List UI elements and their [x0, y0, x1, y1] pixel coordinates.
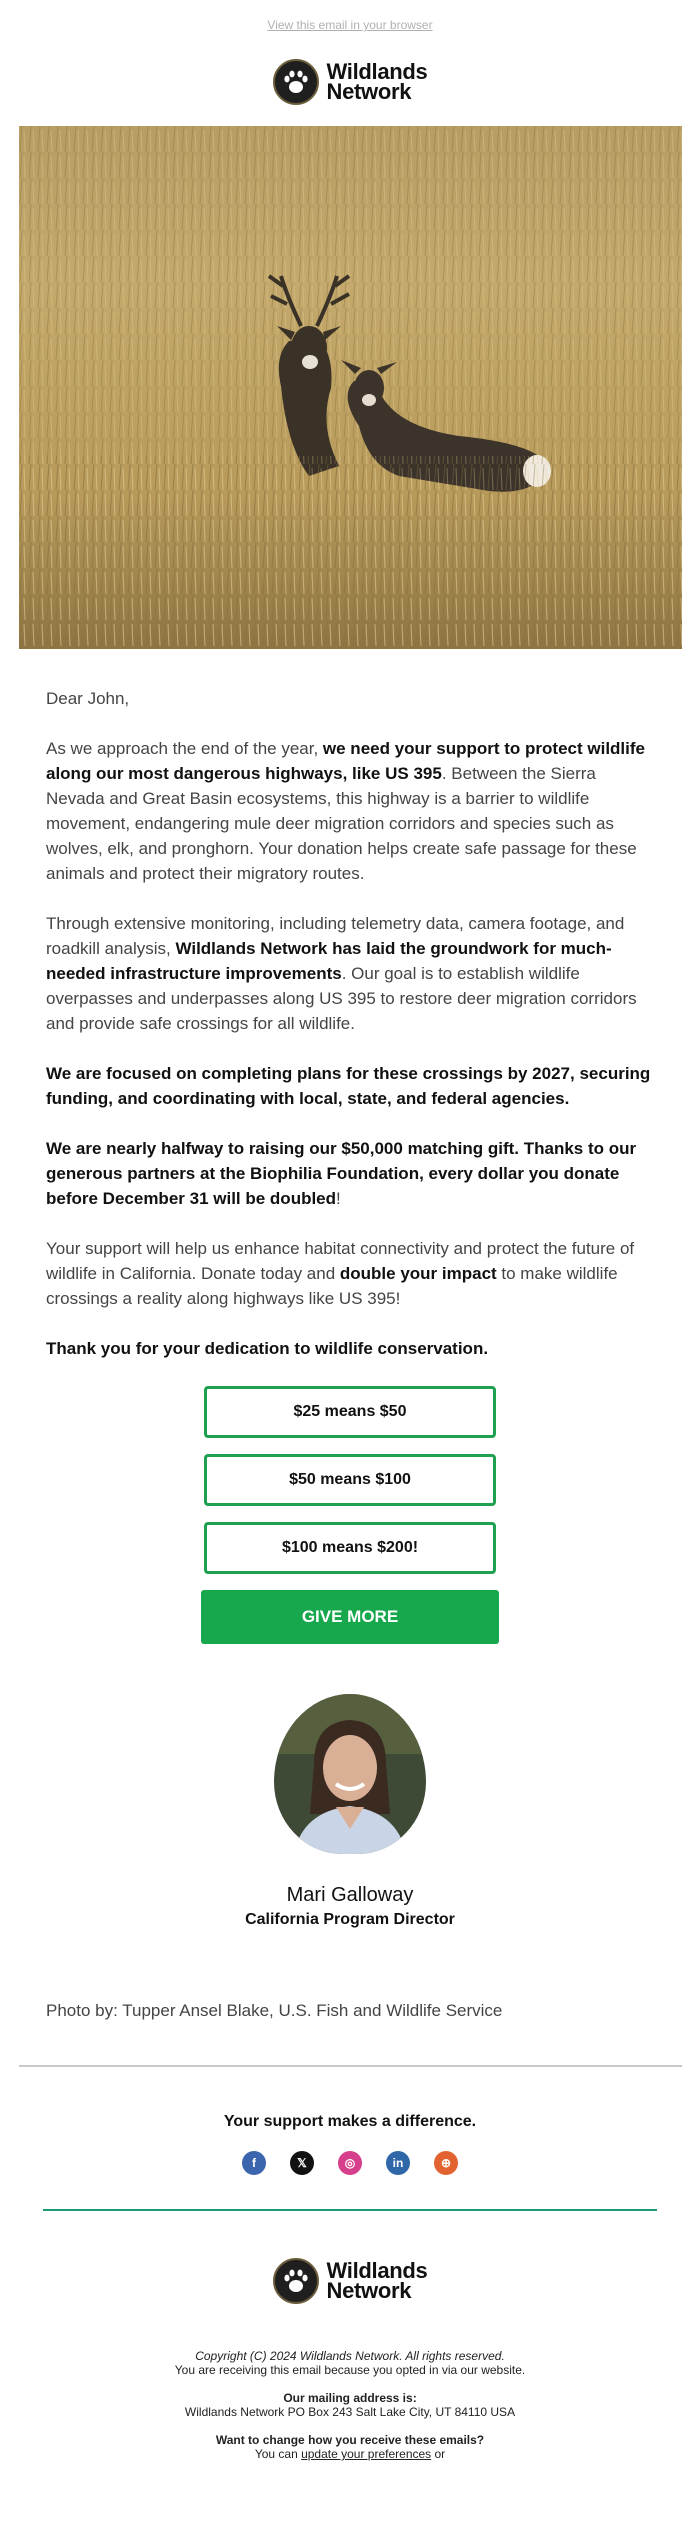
- receiving-notice: You are receiving this email because you opted in via our website.: [174, 2363, 526, 2377]
- preferences-line: [0, 2447, 700, 2461]
- brand-line-1: Wildlands: [326, 59, 428, 84]
- brand-logo[interactable]: [0, 52, 700, 112]
- mailing-address: Wildlands Network PO Box 243 Salt Lake City, UT 84110 USA: [184, 2405, 516, 2419]
- footer-brand-logo[interactable]: [0, 2251, 700, 2311]
- divider: [19, 2065, 682, 2067]
- x-icon[interactable]: 𝕏: [290, 2151, 314, 2175]
- photo-credit: Photo by: Tupper Ansel Blake, U.S. Fish and Wildlife Service: [46, 2001, 503, 2020]
- p2-bold: Wildlands Network has laid the groundwork for much-needed infrastructure improvements: [46, 939, 612, 983]
- footer: [0, 2349, 700, 2461]
- paragraph-3: [46, 1061, 654, 1111]
- paragraph-5: [46, 1236, 654, 1311]
- p6-bold: Thank you for your dedication to wildlife conservation.: [46, 1339, 489, 1358]
- footer-paw-logo-icon: [273, 2258, 319, 2304]
- donate-25-button[interactable]: $25 means $50: [204, 1386, 496, 1438]
- donate-100-button[interactable]: $100 means $200!: [204, 1522, 496, 1574]
- view-in-browser-link[interactable]: View this email in your browser: [267, 18, 433, 32]
- support-heading: Your support makes a difference.: [223, 2113, 477, 2130]
- give-more-button[interactable]: GIVE MORE: [201, 1590, 499, 1644]
- footer-brand-name: [326, 2258, 428, 2303]
- brand-line-2: Network: [326, 79, 412, 104]
- signer-role: California Program Director: [245, 1911, 455, 1928]
- linkedin-icon[interactable]: in: [386, 2151, 410, 2175]
- p2-text-a: Through extensive monitoring, including telemetry data, camera footage, and roadkill analysis,: [46, 914, 625, 958]
- paragraph-1: [46, 736, 654, 886]
- signer-name: Mari Galloway: [286, 1884, 414, 1906]
- top-bar: [0, 0, 700, 52]
- change-post: or: [431, 2447, 446, 2461]
- greeting: Dear John,: [46, 689, 130, 708]
- p3-bold: We are focused on completing plans for these crossings by 2027, securing funding, and coordinating with local, state, and federal agencies.: [46, 1064, 651, 1108]
- social-links: [0, 2151, 700, 2175]
- facebook-icon[interactable]: f: [242, 2151, 266, 2175]
- p4-bold: We are nearly halfway to raising our $50,000 matching gift. Thanks to our generous partners at the Biophilia Foundation, every dollar you donate before December 31 will be doubled: [46, 1139, 637, 1208]
- instagram-icon[interactable]: ◎: [338, 2151, 362, 2175]
- paragraph-6: [46, 1336, 654, 1361]
- footer-brand-line-2: Network: [326, 2278, 412, 2303]
- p5-text-c: to make wildlife crossings a reality along highways like US 395!: [46, 1264, 618, 1308]
- letter-body: [0, 686, 700, 1361]
- paw-logo-icon: [273, 59, 319, 105]
- hero-deer-photo: [19, 126, 682, 649]
- p2-text-c: . Our goal is to establish wildlife overpasses and underpasses along US 395 to restore deer migration corridors and provide safe crossings for all wildlife.: [46, 964, 637, 1033]
- p5-bold: double your impact: [339, 1264, 497, 1283]
- paragraph-4: [46, 1136, 654, 1211]
- signer-portrait: [274, 1694, 426, 1854]
- p5-text-a: Your support will help us enhance habitat connectivity and protect the future of wildlife in California. Donate today and: [46, 1239, 635, 1283]
- change-label: Want to change how you receive these emails?: [215, 2433, 485, 2447]
- donation-buttons: [0, 1386, 700, 1644]
- change-pre: You can: [254, 2447, 302, 2461]
- copyright: Copyright (C) 2024 Wildlands Network. All rights reserved.: [195, 2349, 505, 2363]
- p1-text-c: . Between the Sierra Nevada and Great Basin ecosystems, this highway is a barrier to wildlife movement, endangering mule deer migration corridors and species such as wolves, elk, and pronghorn. Your donation helps create safe passage for these animals and protect their migratory routes.: [46, 764, 637, 883]
- p4-text-c: !: [336, 1189, 341, 1208]
- donate-50-button[interactable]: $50 means $100: [204, 1454, 496, 1506]
- update-preferences-link[interactable]: update your preferences: [301, 2447, 432, 2461]
- brand-name: [326, 59, 428, 104]
- p1-bold: we need your support to protect wildlife along our most dangerous highways, like US 395: [46, 739, 645, 783]
- paragraph-2: [46, 911, 654, 1036]
- footer-brand-line-1: Wildlands: [326, 2258, 428, 2283]
- mailing-label: Our mailing address is:: [283, 2391, 417, 2405]
- website-icon[interactable]: ⊕: [434, 2151, 458, 2175]
- p1-text-a: As we approach the end of the year,: [46, 739, 323, 758]
